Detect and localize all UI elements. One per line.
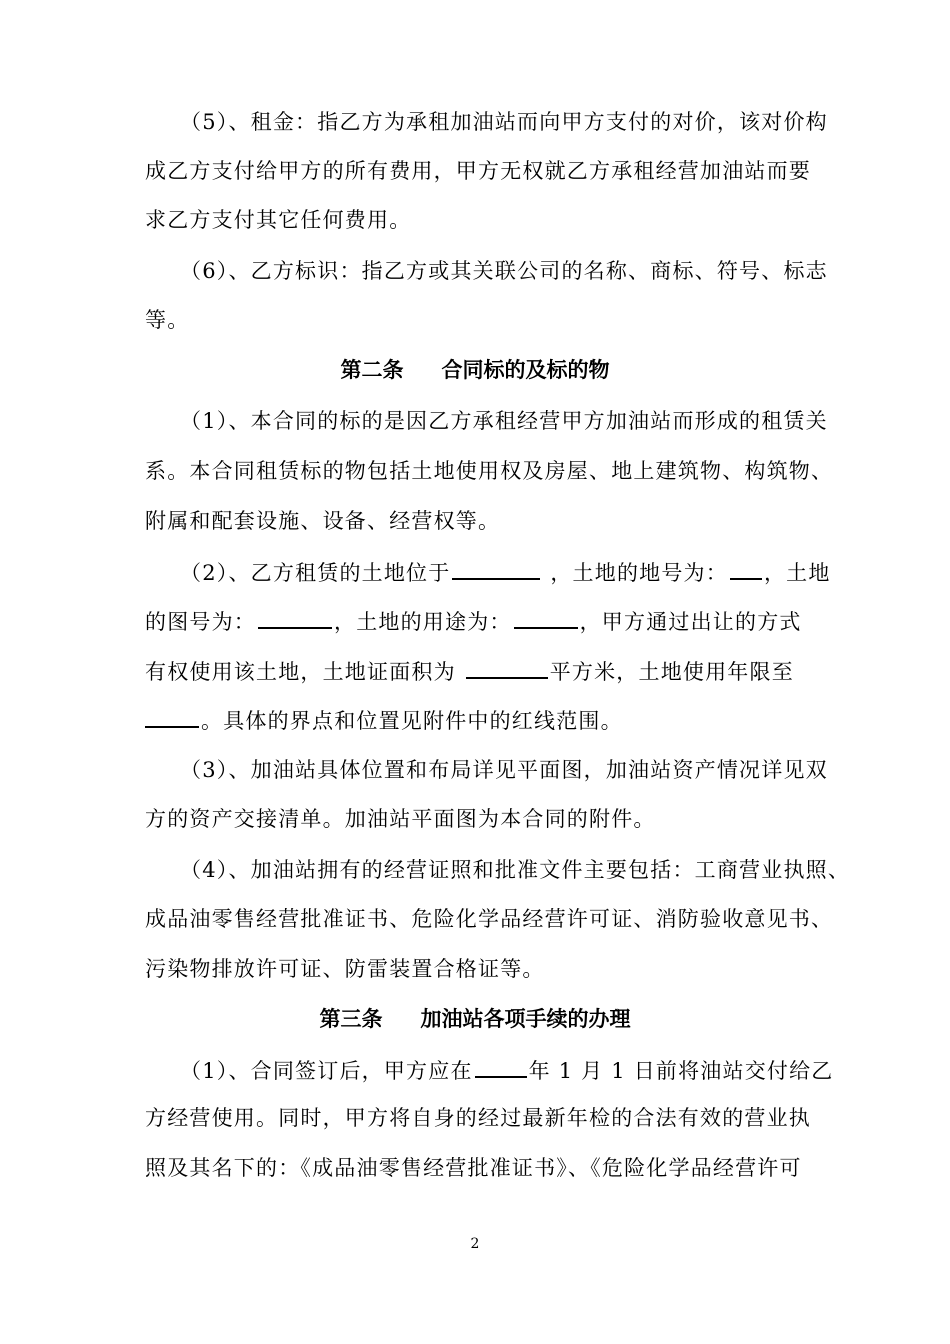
article-3-title: 加油站各项手续的办理 — [420, 1007, 631, 1031]
article-2-title: 合同标的及标的物 — [441, 358, 610, 382]
article-2-clause-2-line-3: 有权使用该土地，土地证面积为 平方米，土地使用年限至 — [145, 655, 815, 687]
article-3-clause-1-line-2: 方经营使用。同时，甲方将自身的经过最新年检的合法有效的营业执 — [145, 1106, 811, 1130]
article-2-heading — [0, 355, 950, 385]
article-3-heading — [0, 1004, 950, 1034]
clause-5-line-1: （5）、租金：指乙方为承租加油站而向甲方支付的对价，该对价构 — [180, 110, 828, 134]
land-term-blank — [145, 704, 199, 728]
article-2-clause-1-line-3: 附属和配套设施、设备、经营权等。 — [145, 509, 501, 533]
page-number: 2 — [470, 1236, 480, 1252]
article-2-number: 第二条 — [340, 358, 404, 382]
article-3-clause-1-line-3: 照及其名下的：《成品油零售经营批准证书》、《危险化学品经营许可 — [145, 1156, 802, 1180]
article-2-clause-4-line-3: 污染物排放许可证、防雷装置合格证等。 — [145, 957, 545, 981]
article-2-clause-2-line-1: （2）、乙方租赁的土地位于 ，土地的地号为： ，土地 — [180, 556, 815, 588]
article-2-clause-2-line-2: 的图号为： ，土地的用途为： ，甲方通过出让的方式 — [145, 605, 815, 637]
land-use-blank — [514, 605, 578, 629]
article-2-clause-4-line-2: 成品油零售经营批准证书、危险化学品经营许可证、消防验收意见书、 — [145, 907, 834, 931]
article-2-clause-1-line-2: 系。本合同租赁标的物包括土地使用权及房屋、地上建筑物、构筑物、 — [145, 459, 834, 483]
land-area-blank — [466, 655, 548, 679]
land-lot-number-blank — [730, 556, 762, 580]
article-3-number: 第三条 — [319, 1007, 383, 1031]
article-3-clause-1-line-1: （1）、合同签订后，甲方应在 年 1 月 1 日前将油站交付给乙 — [180, 1054, 815, 1086]
clause-6-line-2: 等。 — [145, 308, 190, 332]
article-2-clause-1-line-1: （1）、本合同的标的是因乙方承租经营甲方加油站而形成的租赁关 — [180, 409, 828, 433]
map-number-blank — [258, 605, 332, 629]
article-2-clause-4-line-1: （4）、加油站拥有的经营证照和批准文件主要包括：工商营业执照、 — [180, 858, 851, 882]
article-2-clause-2-line-4: 。具体的界点和位置见附件中的红线范围。 — [145, 704, 815, 736]
article-2-clause-3-line-2: 方的资产交接清单。加油站平面图为本合同的附件。 — [145, 807, 656, 831]
clause-5-line-2: 成乙方支付给甲方的所有费用，甲方无权就乙方承租经营加油站而要 — [145, 159, 811, 183]
handover-year-blank — [475, 1054, 527, 1078]
clause-6-line-1: （6）、乙方标识：指乙方或其关联公司的名称、商标、符号、标志 — [180, 259, 828, 283]
article-2-clause-3-line-1: （3）、加油站具体位置和布局详见平面图，加油站资产情况详见双 — [180, 758, 828, 782]
clause-5-line-3: 求乙方支付其它任何费用。 — [145, 208, 412, 232]
land-location-blank — [452, 556, 540, 580]
